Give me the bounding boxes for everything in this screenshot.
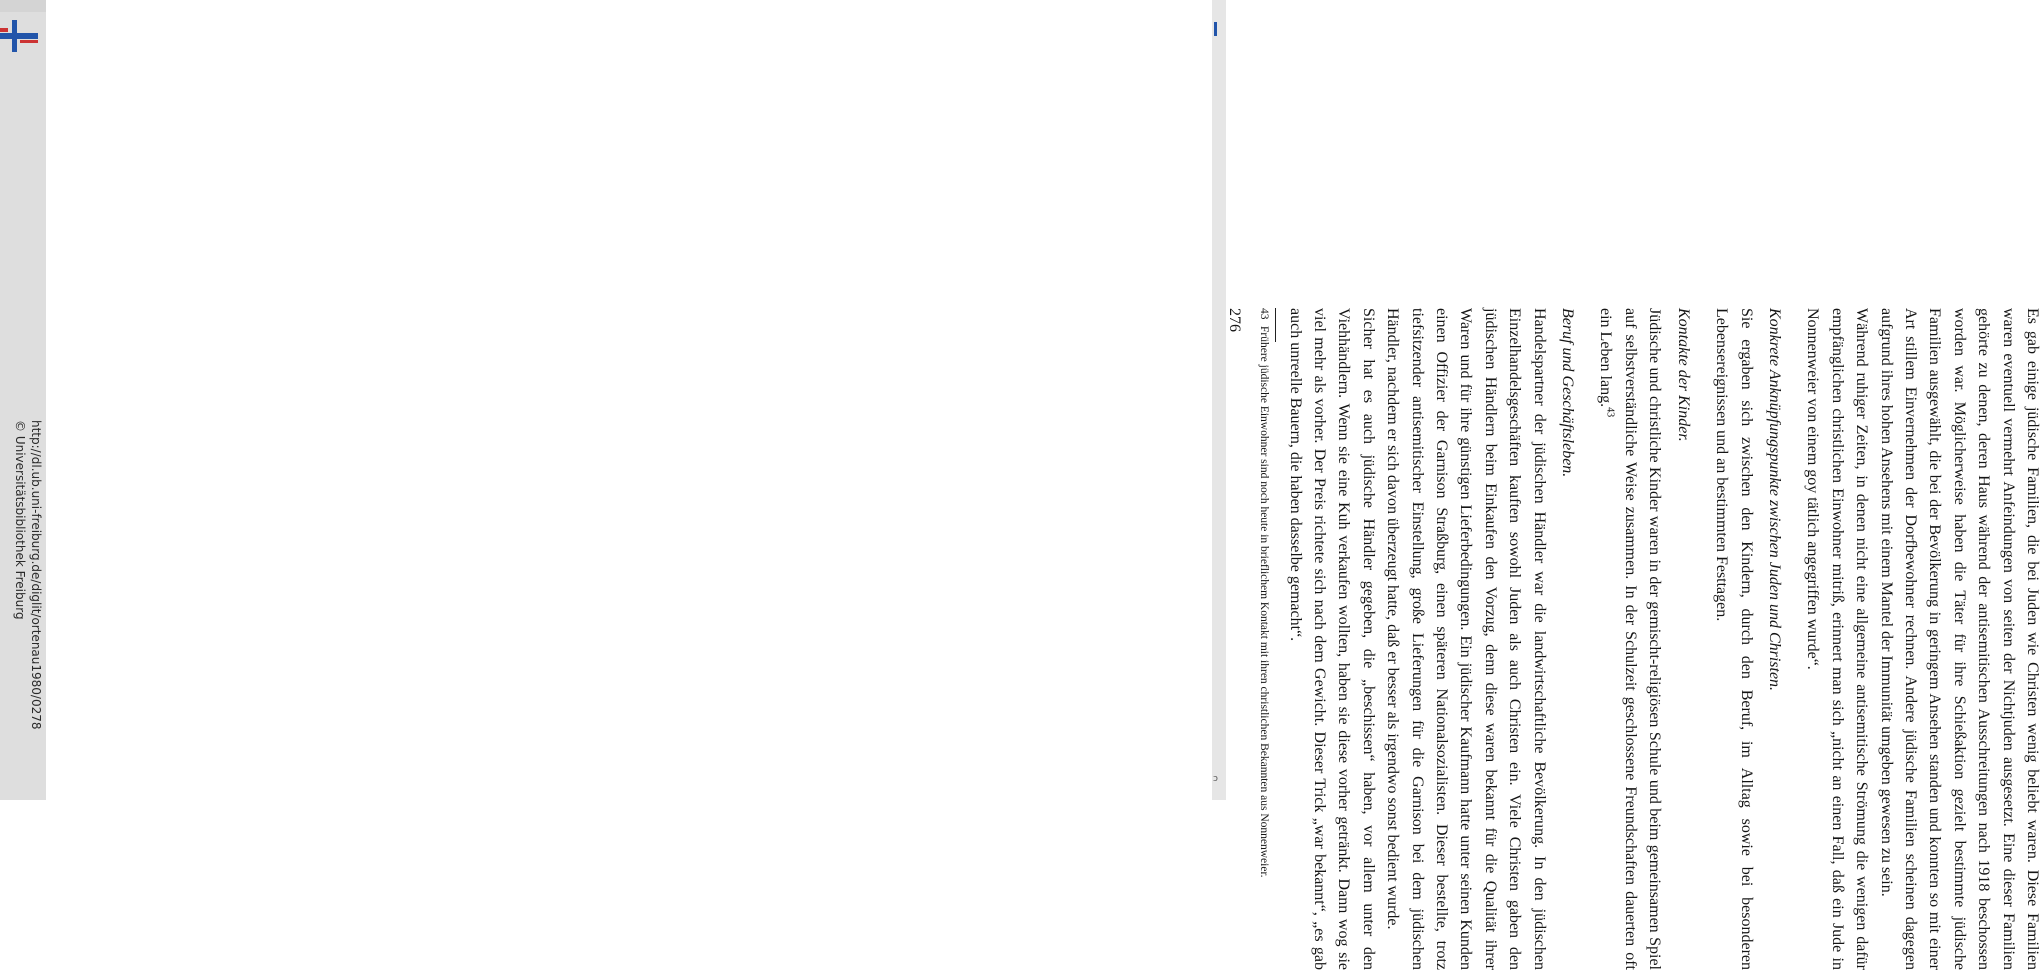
footnote-divider bbox=[1275, 308, 1276, 342]
paragraph-3: Sie ergaben sich zwischen den Kindern, durch den Beruf, im Alltag sowie bei besonderen Lebensereignissen und an bestimmten Festtagen. bbox=[1713, 308, 1755, 970]
source-credit bbox=[12, 420, 44, 730]
paragraph-4 bbox=[1593, 308, 1666, 970]
section-heading-beruf: Beruf und Geschäftsleben. bbox=[1559, 308, 1577, 478]
edge-mark: ɔ bbox=[1213, 774, 1218, 784]
paragraph-5: Handelspartner der jüdischen Händler war die landwirtschaftliche Bevölkerung. In den jüdischen Einzelhandelsgeschäften kauften sowohl Juden als auch Christen ein. Viele Christen gaben den jüdischen Händlern beim Einkaufen den Vorzug, denn diese waren bekannt für die Qualität ihrer Waren und für ihre günstigen Lieferbedingungen. Ein jüdischer Kaufmann hatte unter seinen Kunden einen Offizier der Garnison Straßburg, einen späteren Nationalsozialisten. Dieser bestellte, trotz tiefsitzender antisemitischer Einstellung, große Lieferungen für die Garnison bei dem jüdischen Händler, nachdem er sich davon überzeugt hatte, daß er besser als irgendwo sonst bedient wurde. bbox=[1384, 308, 1548, 970]
section-heading-kinder: Kontakte der Kinder. bbox=[1674, 308, 1692, 442]
rotated-book-page bbox=[974, 308, 2044, 970]
source-url[interactable]: http://dl.ub.uni-freiburg.de/diglit/ortenau1980/0278 bbox=[29, 420, 43, 730]
footnote-text: Frühere jüdische Einwohner sind noch heute in brieflichem Kontakt mit ihren christlichen Bekannten aus Nonnenweier. bbox=[1258, 326, 1271, 878]
footnote-number: 43 bbox=[1258, 308, 1271, 320]
scan-marker-icon bbox=[1214, 22, 1219, 36]
paragraph-2: Während ruhiger Zeiten, in denen nicht eine allgemeine antisemitische Strömung die wenigen dafür empfänglichen christlichen Einwohner mitriß, erinnert man sich „nicht an einen Fall, daß ein Jude in Nonnenweier von einem goy tätlich angegriffen wurde“. bbox=[1804, 308, 1871, 970]
paragraph-6: Sicher hat es auch jüdische Händler gegeben, die „beschissen“ haben, vor allem unter den Viehhändlern. Wenn sie eine Kuh verkaufen wollten, haben sie diese vorher getränkt. Dann wog sie viel mehr als vorher. Der Preis richtete sich nach dem Gewicht. Dieser Trick „war bekannt“, „es gab auch unreelle Bauern, die haben dasselbe gemacht“. bbox=[1286, 308, 1377, 970]
footnote-reference[interactable]: 43 bbox=[1604, 407, 1616, 418]
paragraph-4-text: Jüdische und christliche Kinder waren in der gemischt-religiösen Schule und beim gemeinsamen Spiel auf selbstverständliche Weise zusammen. In der Schulzeit geschlossene Freundschaften dauerten oft ein Leben lang. bbox=[1597, 308, 1664, 970]
section-heading-konkrete: Konkrete Anknüpfungspunkte zwischen Juden und Christen. bbox=[1765, 308, 1783, 692]
paragraph-1: Es gab einige jüdische Familien, die bei Juden wie Christen wenig beliebt waren. Diese Familien waren eventuell vermehrt Anfeindungen von seiten der Nichtjuden ausgesetzt. Eine dieser Familien gehörte zu denen, deren Haus während der antisemitischen Ausschreitungen nach 1918 beschossen worden war. Möglicherweise haben die Täter für ihre Schießaktion gezielt bestimmte jüdische Familien ausgewählt, die bei der Bevölkerung in geringem Ansehen standen und konnten so mit einer Art stillem Einvernehmen der Dorfbewohner rechnen. Andere jüdische Familien scheinen dagegen aufgrund ihres hohen Ansehens mit einem Mantel der Immunität umgeben gewesen zu sein. bbox=[1877, 308, 2041, 970]
page-number: 276 bbox=[1226, 308, 1244, 332]
copyright-line: © Universitätsbibliothek Freiburg bbox=[13, 420, 27, 620]
footnote bbox=[1257, 308, 1271, 970]
